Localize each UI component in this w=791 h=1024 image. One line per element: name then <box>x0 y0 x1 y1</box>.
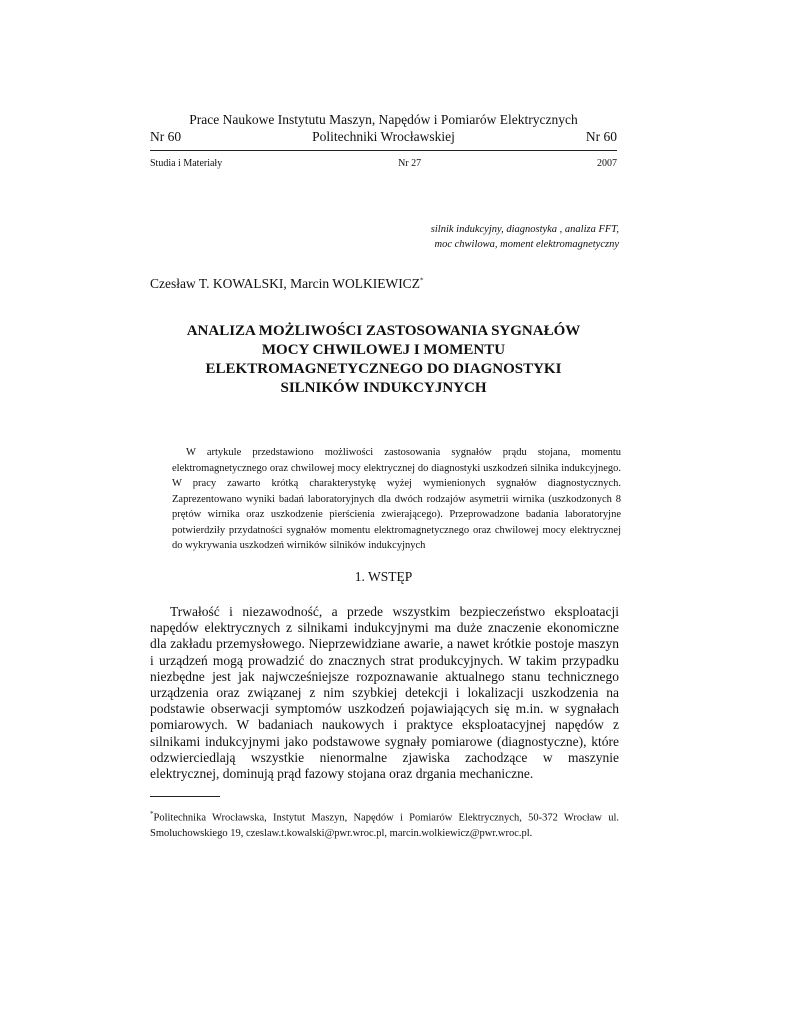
journal-name-line2: Politechniki Wrocławskiej <box>312 129 455 144</box>
keywords-line2: moc chwilowa, moment elektromagnetyczny <box>434 239 619 250</box>
paper-title <box>150 322 617 398</box>
title-line2: MOCY CHWILOWEJ I MOMENTU <box>261 342 506 358</box>
keywords <box>300 222 619 252</box>
series-number: Nr 27 <box>398 158 422 169</box>
title-line1: ANALIZA MOŻLIWOŚCI ZASTOSOWANIA SYGNAŁÓW <box>186 323 581 339</box>
section-heading: 1. WSTĘP <box>354 569 413 584</box>
abstract-text: W artykule przedstawiono możliwości zastosowania sygnałów prądu stojana, momentu elektromagnetycznego oraz chwilowej mocy elektrycznej do diagnostyki uszkodzeń silnika indukcyjnego. W pracy zawarto krótką charakterystykę wyżej wymienionych sygnałów diagnostycznych. Zaprezentowano wyniki badań laboratoryjnych dla dwóch rodzajów asymetrii wirnika (uszkodzonych 8 prętów wirnika oraz uszkodzenie pierścienia zwierającego). Przeprowadzone badania laboratoryjne potwierdziły przydatności sygnałów momentu elektromagnetycznego oraz chwilowej mocy elektrycznej do wykrywania uszkodzeń wirników silników indukcyjnych <box>172 447 621 551</box>
title-line3: ELEKTROMAGNETYCZNEGO DO DIAGNOSTYKI <box>205 361 562 377</box>
body-paragraph: Trwałość i niezawodność, a przede wszystkim bezpieczeństwo eksploatacji napędów elektrycznych z silnikami indukcyjnymi ma duże znaczenie ekonomiczne dla zakładu przemysłowego. Nieprzewidziane awarie, a nawet krótkie postoje maszyn i urządzeń mogą prowadzić do znacznych strat produkcyjnych. W takim przypadku niezbędne jest jak najwcześniejsze rozpoznawanie aktualnego stanu technicznego urządzenia oraz związanej z nim szybkiej detekcji i lokalizacji uszkodzenia na podstawie obserwacji symptomów uszkodzeń pojawiających się m.in. w sygnałach pomiarowych. W badaniach naukowych i praktyce eksploatacyjnej napędów z silnikami indukcyjnymi jako podstawowe sygnały pomiarowe (diagnostyczne), które odzwierciedlają wszystkie nienormalne zjawiska zachodzące w maszynie elektrycznej, dominują prąd fazowy stojana oraz drgania mechaniczne. <box>150 604 619 782</box>
authors <box>150 276 423 292</box>
footnote-text: Politechnika Wrocławska, Instytut Maszyn, Napędów i Pomiarów Elektrycznych, 50-372 Wrocław ul. Smoluchowskiego 19, czeslaw.t.kowalski@pwr.wroc.pl, marcin.wolkiewicz@pwr.wroc.pl. <box>150 812 619 839</box>
issue-number-left: Nr 60 <box>150 129 182 144</box>
abstract <box>172 445 621 554</box>
issue-number-right: Nr 60 <box>585 129 617 144</box>
footnote-marker: * <box>150 810 154 818</box>
journal-header-row <box>150 129 617 145</box>
author-names: Czesław T. KOWALSKI, Marcin WOLKIEWICZ <box>150 276 420 291</box>
footnote <box>150 807 619 841</box>
publication-year: 2007 <box>597 158 617 169</box>
journal-name-line1: Prace Naukowe Instytutu Maszyn, Napędów i Pomiarów Elektrycznych <box>189 112 578 127</box>
series-row <box>150 158 617 169</box>
footnote-divider <box>150 796 220 797</box>
author-footnote-marker: * <box>419 276 424 285</box>
title-line4: SILNIKÓW INDUKCYJNYCH <box>280 380 487 396</box>
section-body <box>150 604 619 782</box>
keywords-line1: silnik indukcyjny, diagnostyka , analiza FFT, <box>430 224 619 235</box>
header-divider <box>150 150 617 151</box>
series-name: Studia i Materiały <box>150 158 223 169</box>
